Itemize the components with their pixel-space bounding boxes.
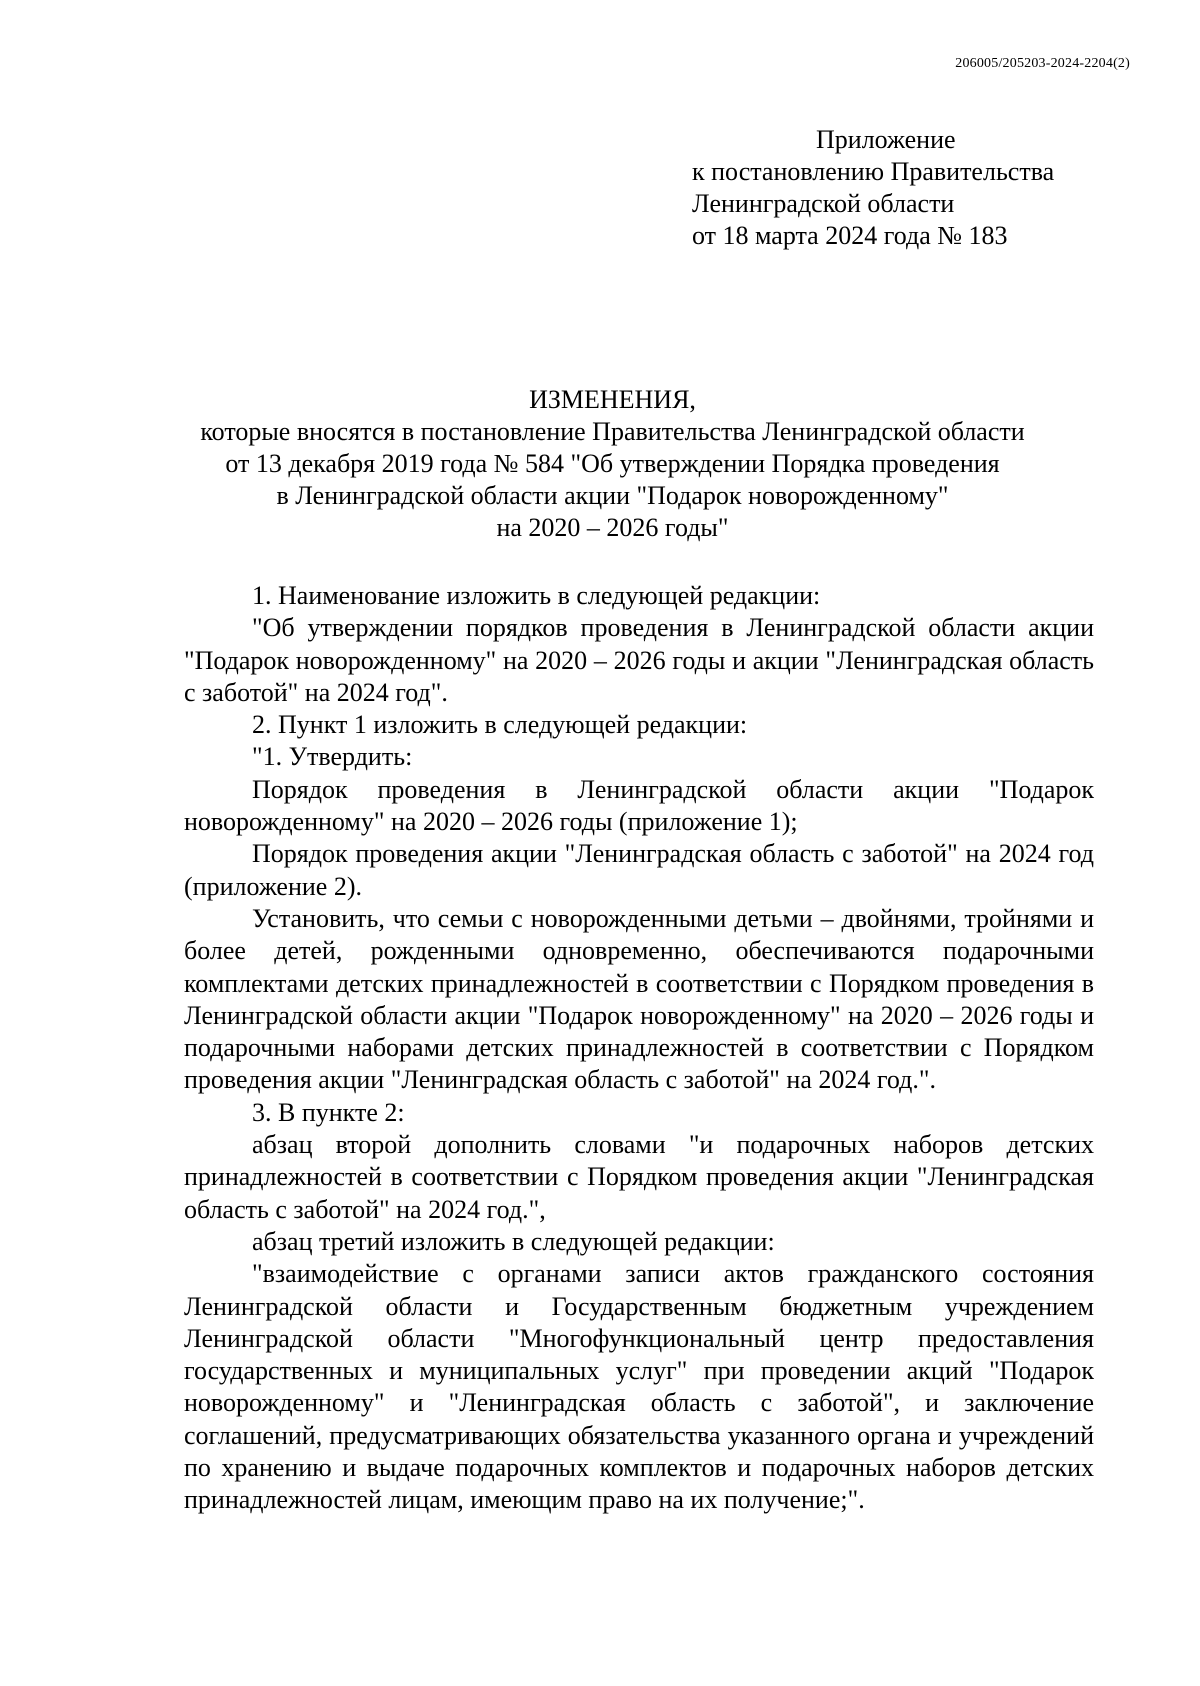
heading-line: от 13 декабря 2019 года № 584 "Об утверждении Порядка проведения bbox=[225, 449, 1000, 478]
document-body bbox=[184, 580, 1094, 1517]
body-paragraph: 1. Наименование изложить в следующей редакции: bbox=[252, 581, 821, 610]
appendix-line: Ленинградской области bbox=[692, 189, 955, 218]
heading-line: на 2020 – 2026 годы" bbox=[496, 513, 729, 542]
appendix-block bbox=[692, 124, 1152, 252]
body-paragraph: "1. Утвердить: bbox=[252, 742, 413, 772]
body-paragraph: "взаимодействие с органами записи актов гражданского состояния Ленинградской области и Государственным бюджетным учреждением Ленинградской области "Многофункциональный центр предоставления государственных и муниципальных услуг" при проведении акций "Подарок новорожденному" и "Ленинградская область с заботой", и заключение соглашений, предусматривающих обязательства указанного органа и учреждений по хранению и выдаче подарочных комплектов и подарочных наборов детских принадлежностей лицам, имеющим право на их получение;". bbox=[184, 1259, 1094, 1515]
document-heading bbox=[150, 384, 1075, 544]
appendix-date-line: от 18 марта 2024 года № 183 bbox=[692, 221, 1008, 250]
heading-line: которые вносятся в постановление Правительства Ленинградской области bbox=[200, 417, 1025, 446]
body-paragraph: Установить, что семьи с новорожденными детьми – двойнями, тройнями и более детей, рожденными одновременно, обеспечиваются подарочными комплектами детских принадлежностей в соответствии с Порядком проведения в Ленинградской области акции "Подарок новорожденному" на 2020 – 2026 годы и подарочными наборами детских принадлежностей в соответствии с Порядком проведения акции "Ленинградская область с заботой" на 2024 год.". bbox=[184, 903, 1094, 1095]
appendix-title: Приложение bbox=[816, 125, 956, 154]
body-paragraph: "Об утверждении порядков проведения в Ленинградской области акции "Подарок новорожденному" на 2020 – 2026 годы и акции "Ленинградская область с заботой" на 2024 год". bbox=[184, 613, 1094, 707]
body-paragraph: Порядок проведения акции "Ленинградская область с заботой" на 2024 год (приложение 2). bbox=[184, 839, 1094, 901]
heading-title: ИЗМЕНЕНИЯ, bbox=[529, 385, 696, 414]
body-paragraph: абзац второй дополнить словами "и подарочных наборов детских принадлежностей в соответствии с Порядком проведения акции "Ленинградская область с заботой" на 2024 год.", bbox=[184, 1130, 1094, 1224]
body-paragraph: Порядок проведения в Ленинградской области акции "Подарок новорожденному" на 2020 – 2026 годы (приложение 1); bbox=[184, 774, 1094, 837]
appendix-line: к постановлению Правительства bbox=[692, 157, 1055, 186]
document-registration-number: 206005/205203-2024-2204(2) bbox=[955, 56, 1130, 71]
heading-line: в Ленинградской области акции "Подарок новорожденному" bbox=[276, 481, 949, 510]
body-paragraph: 2. Пункт 1 изложить в следующей редакции: bbox=[252, 710, 748, 740]
body-paragraph: 3. В пункте 2: bbox=[252, 1097, 405, 1127]
body-paragraph: абзац третий изложить в следующей редакции: bbox=[252, 1226, 775, 1256]
